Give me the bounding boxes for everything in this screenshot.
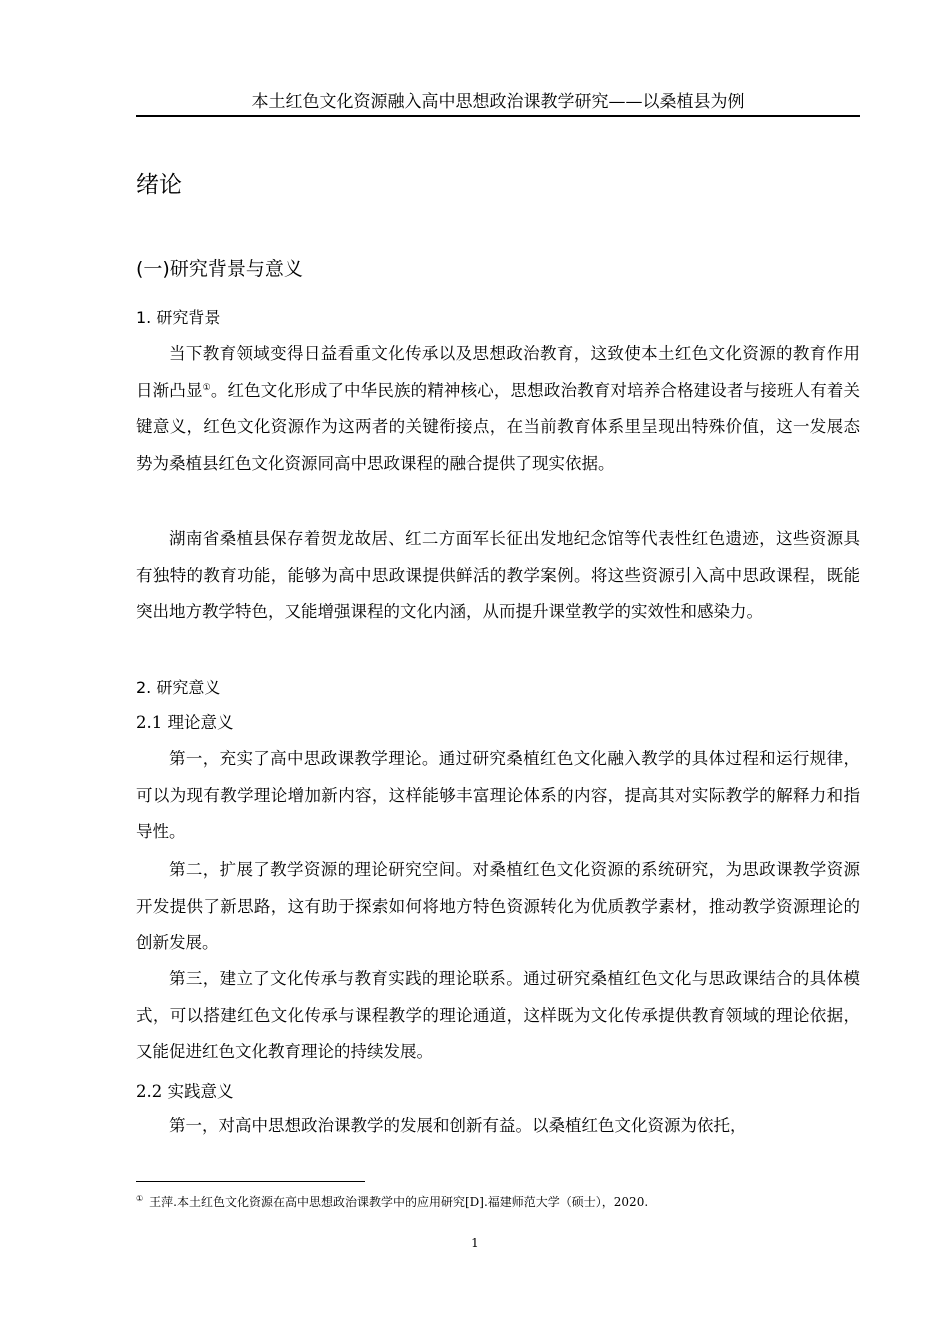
running-header bbox=[136, 91, 860, 117]
paragraph-background-2: 湖南省桑植县保存着贺龙故居、红二方面军长征出发地纪念馆等代表性红色遗迹，这些资源具有独特的教育功能，能够为高中思政课提供鲜活的教学案例。将这些资源引入高中思政课程，既能突出地方教学特色，又能增强课程的文化内涵，从而提升课堂教学的实效性和感染力。 bbox=[136, 529, 860, 621]
paragraph-theory-3: 第三，建立了文化传承与教育实践的理论联系。通过研究桑植红色文化与思政课结合的具体模式，可以搭建红色文化传承与课程教学的理论通道，这样既为文化传承提供教育领域的理论依据，又能促进红色文化教育理论的持续发展。 bbox=[136, 969, 860, 1061]
footnote-mark: ① bbox=[136, 1194, 144, 1203]
running-title: 本土红色文化资源融入高中思想政治课教学研究——以桑植县为例 bbox=[251, 92, 745, 112]
footnote-reference[interactable]: ① bbox=[202, 382, 211, 393]
paragraph-practice-1: 第一，对高中思想政治课教学的发展和创新有益。以桑植红色文化资源为依托， bbox=[169, 1116, 747, 1135]
page-number: 1 bbox=[471, 1236, 479, 1250]
paragraph-background-1 bbox=[136, 336, 860, 482]
paragraph-text: 当下教育领域变得日益看重文化传承以及思想政治教育，这致使本土红色文化资源的教育作用日渐凸显 bbox=[136, 344, 860, 400]
footnote-divider bbox=[136, 1181, 365, 1182]
subsection-theory-heading: 2.1 理论意义 bbox=[136, 713, 234, 732]
subsection-significance-heading: 2. 研究意义 bbox=[136, 678, 221, 697]
paragraph-theory-2: 第二，扩展了教学资源的理论研究空间。对桑植红色文化资源的系统研究，为思政课教学资源开发提供了新思路，这有助于探索如何将地方特色资源转化为优质教学素材，推动教学资源理论的创新发展。 bbox=[136, 860, 860, 952]
section-title: (一)研究背景与意义 bbox=[136, 258, 303, 280]
chapter-title: 绪论 bbox=[136, 172, 182, 198]
paragraph-text: 。红色文化形成了中华民族的精神核心，思想政治教育对培养合格建设者与接班人有着关键意义，红色文化资源作为这两者的关键衔接点，在当前教育体系里呈现出特殊价值，这一发展态势为桑植县红色文化资源同高中思政课程的融合提供了现实依据。 bbox=[136, 380, 861, 473]
footnote-text: 王萍.本土红色文化资源在高中思想政治课教学中的应用研究[D].福建师范大学（硕士），2020. bbox=[149, 1195, 649, 1209]
paragraph-theory-1: 第一，充实了高中思政课教学理论。通过研究桑植红色文化融入教学的具体过程和运行规律，可以为现有教学理论增加新内容，这样能够丰富理论体系的内容，提高其对实际教学的解释力和指导性。 bbox=[136, 749, 860, 841]
subsection-practice-heading: 2.2 实践意义 bbox=[136, 1082, 234, 1101]
subsection-background-heading: 1. 研究背景 bbox=[136, 308, 221, 327]
footnote bbox=[136, 1190, 860, 1211]
